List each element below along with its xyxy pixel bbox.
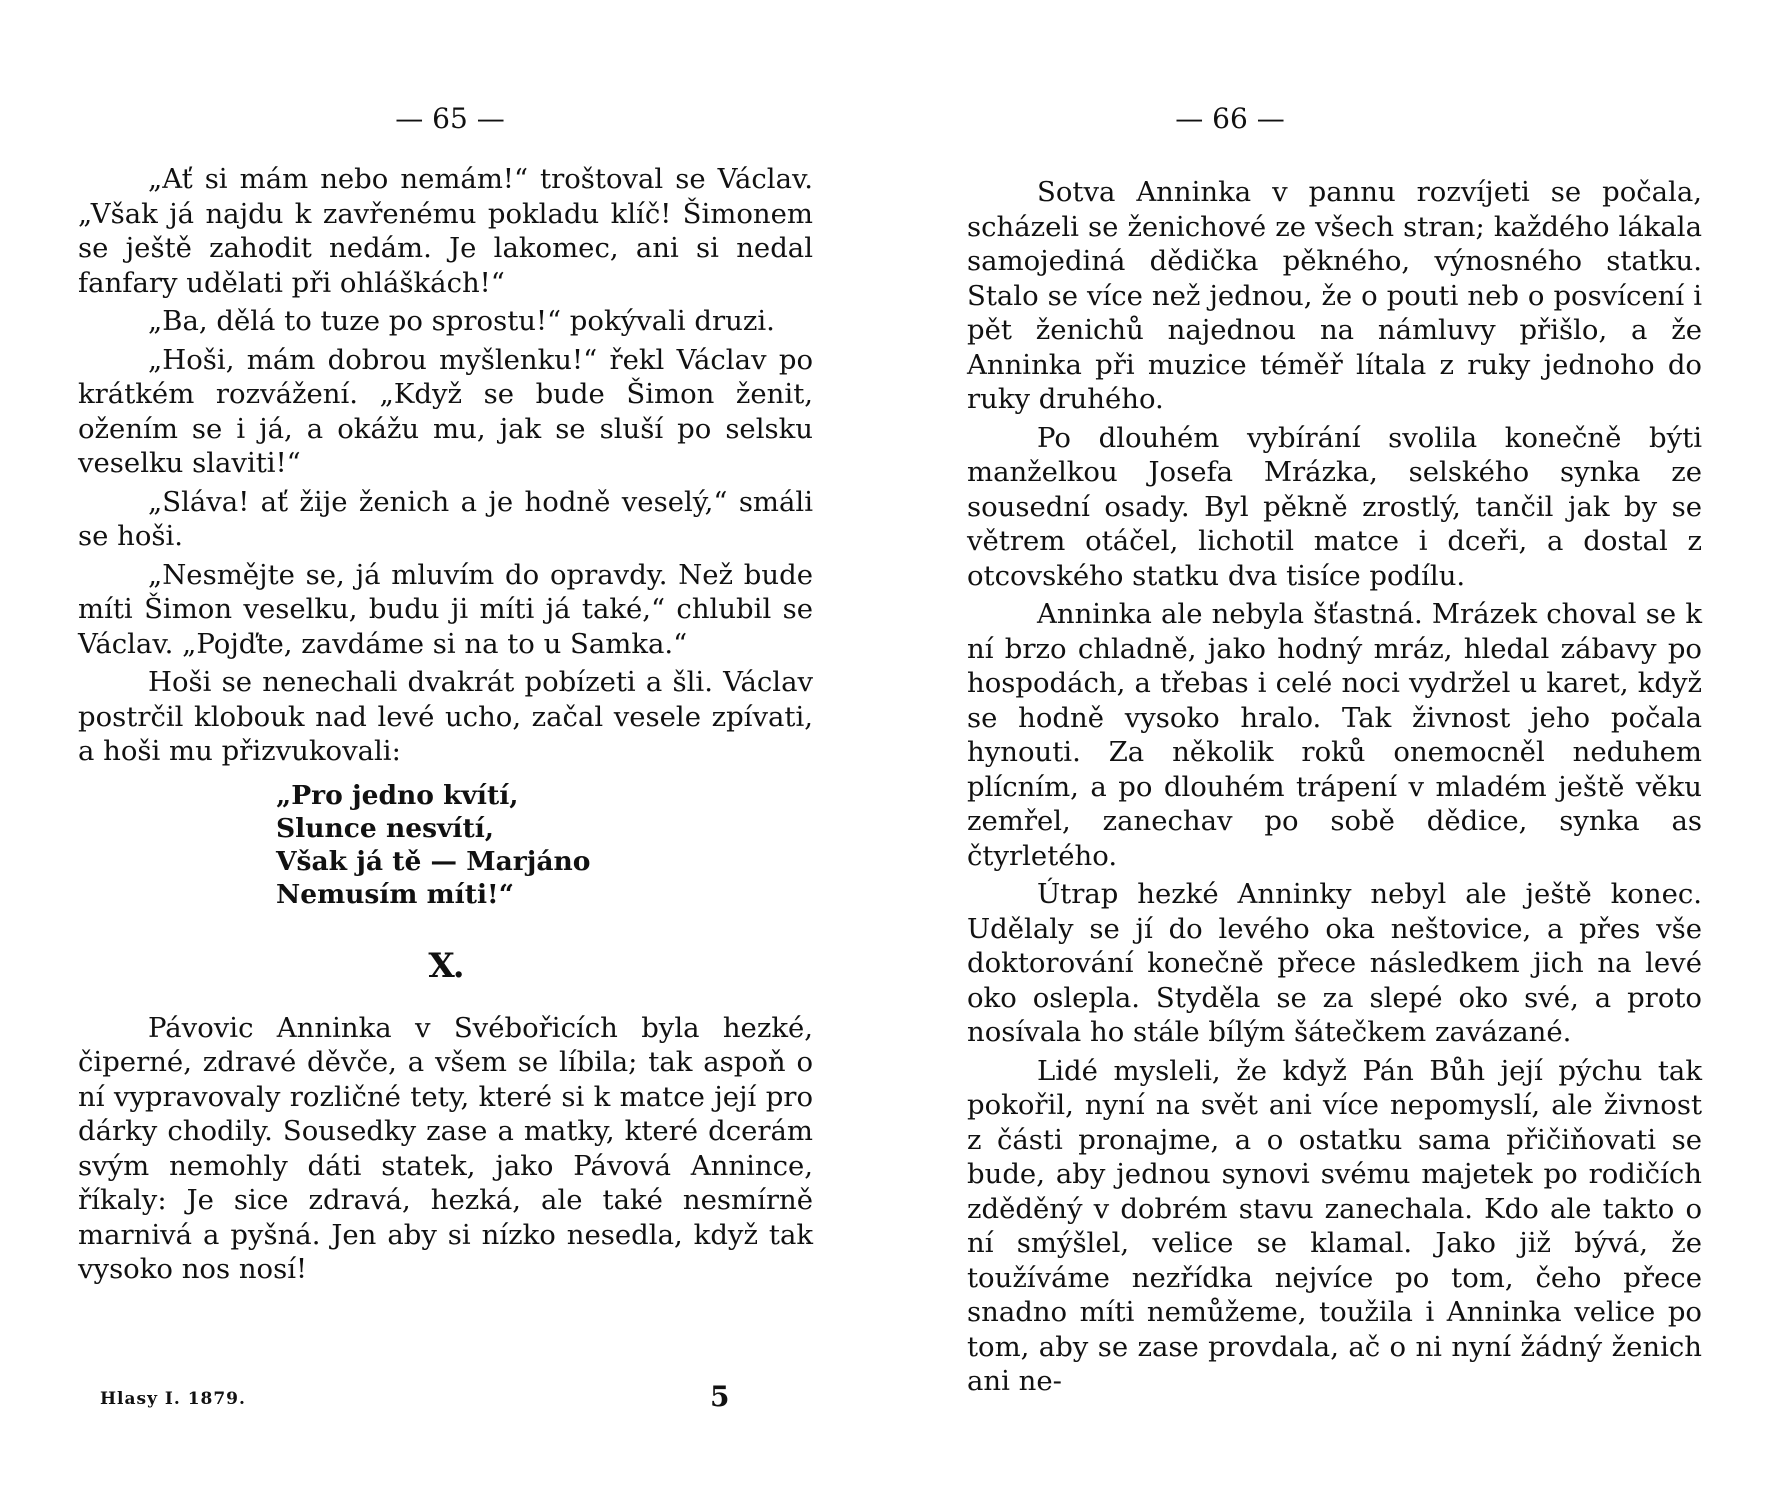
paragraph: „Ba, dělá to tuze po sprostu!“ pokývali druzi.: [148, 305, 775, 337]
paragraph: „Hoši, mám dobrou myšlenku!“ řekl Václav po krátkém rozvážení. „Když se bude Šimon ženit, ožením se i já, a okážu mu, jak se sluší po selsku veselku slaviti!“: [78, 343, 813, 479]
paragraph: Anninka ale nebyla šťastná. Mrázek choval se k ní brzo chladně, jako hodný mráz, hledal zábavy po hospodách, a třebas i celé noci vydržel u karet, když se hodně vysoko hralo. Tak živnost jeho počala hynouti. Za několik roků onemocněl neduhem plícním, a po dlouhém trápení v mladém ještě věku zemřel, zanechav po sobě dědice, synka as čtyrletého.: [967, 598, 1702, 872]
right-page: [887, 0, 1774, 1500]
poem: [276, 779, 813, 911]
paragraph: Pávovic Anninka v Svébořicích byla hezké, čiperné, zdravé děvče, a všem se líbila; tak aspoň o ní vypravovaly rozličné tety, které si k matce její pro dárky chodily. Sousedky zase a matky, které dcerám svým nemohly dáti statek, jako Pávová Annince, říkaly: Je sice zdravá, hezká, ale také nesmírně marnivá a pyšná. Jen aby si nízko nesedla, když tak vysoko nos nosí!: [78, 1011, 813, 1285]
page-number-left: — 65 —: [395, 102, 505, 135]
paragraph: Sotva Anninka v pannu rozvíjeti se počala, scházeli se ženichové ze všech stran; každého lákala samojediná dědička pěkného, výnosného statku. Stalo se více než jednou, že o pouti neb o posvícení i pět ženichů najednou na námluvy přišlo, a že Anninka při muzice téměř lítala z ruky jednoho do ruky druhého.: [967, 176, 1702, 415]
paragraph: Lidé mysleli, že když Pán Bůh její pýchu tak pokořil, nyní na svět ani více nepomyslí, ale živnost z části pronajme, a o ostatku sama přičiňovati se bude, aby jednou synovi svému majetek po rodičích zděděný v dobrém stavu zanechala. Kdo ale takto o ní smýšlel, velice se klamal. Jako již bývá, že toužíváme nezřídka nejvíce po tom, čeho přece snadno míti nemůžeme, toužila i Anninka velice po tom, aby se zase provdala, ač o ni nyní žádný ženich ani ne-: [967, 1054, 1702, 1397]
paragraph: „Sláva! ať žije ženich a je hodně veselý,“ smáli se hoši.: [78, 485, 813, 552]
signature-number: 5: [710, 1380, 730, 1413]
footer-source: Hlasy I. 1879.: [100, 1389, 246, 1409]
paragraph: Po dlouhém vybírání svolila konečně býti manželkou Josefa Mrázka, selského synka ze sousední osady. Byl pěkně zrostlý, tančil jak by se větrem otáčel, lichotil matce i dceři, a dostal z otcovského statku dva tisíce podílu.: [967, 421, 1702, 592]
page-number-right: — 66 —: [1175, 102, 1285, 135]
chapter-heading: X.: [428, 945, 463, 986]
poem-line: „Pro jedno kvítí,: [276, 779, 519, 811]
paragraph: „Ať si mám nebo nemám!“ troštoval se Václav. „Však já najdu k zavřenému pokladu klíč! Šimonem se ještě zahodit nedám. Je lakomec, ani si nedal fanfary udělati při ohláškách!“: [78, 163, 813, 299]
paragraph: Hoši se nenechali dvakrát pobízeti a šli. Václav postrčil klobouk nad levé ucho, začal vesele zpívati, a hoši mu přizvukovali:: [78, 666, 813, 767]
poem-line: Nemusím míti!“: [276, 878, 514, 910]
poem-line: Slunce nesvítí,: [276, 812, 495, 844]
paragraph: Útrap hezké Anninky nebyl ale ještě konec. Udělaly se jí do levého oka neštovice, a přes vše doktorování konečně přece následkem jich na levé oko oslepla. Styděla se za slepé oko své, a proto nosívala ho stále bílým šátečkem zavázané.: [967, 878, 1702, 1048]
paragraph: „Nesmějte se, já mluvím do opravdy. Než bude míti Šimon veselku, budu ji míti já také,“ chlubil se Václav. „Pojďte, zavdáme si na to u Samka.“: [78, 558, 813, 660]
left-text-block: [78, 162, 813, 1291]
poem-line: Však já tě — Marjáno: [276, 845, 591, 877]
right-text-block: [967, 175, 1702, 1403]
